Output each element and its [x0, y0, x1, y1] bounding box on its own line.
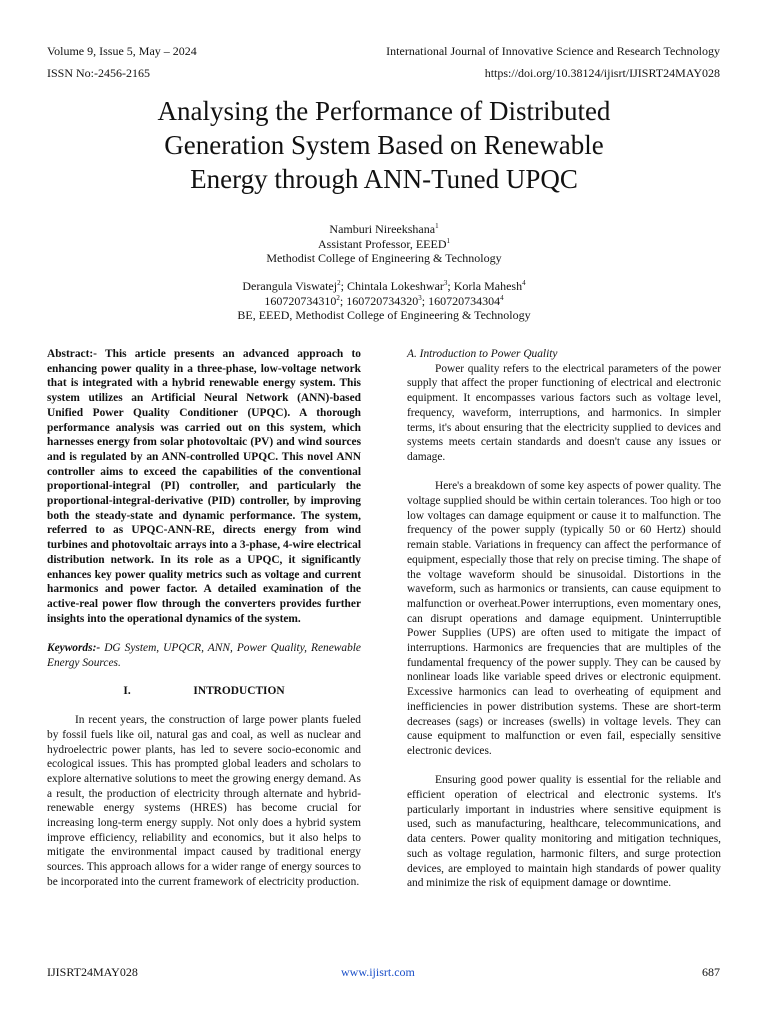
right-column — [407, 347, 721, 891]
title-line: Energy through ANN-Tuned UPQC — [190, 164, 578, 194]
title-line: Generation System Based on Renewable — [164, 130, 604, 160]
abstract-label: Abstract:- — [47, 348, 97, 360]
keywords-label: Keywords:- — [47, 642, 101, 655]
keywords — [47, 641, 361, 670]
section-number: I. — [123, 685, 131, 698]
header-volume: Volume 9, Issue 5, May – 2024 — [47, 44, 197, 58]
body-paragraph: Here's a breakdown of some key aspects of power quality. The voltage supplied should be within certain tolerances. Too high or too low voltages can damage equipment or cause it to malfunction. The frequency of the power supply (typically 50 or 60 Hertz) should remain stable. Variations in frequency can affect the performance of equipment, especially those that rely on precise timing. The shape of the voltage waveform should be sinusoidal. Distortions in the waveform, such as harmonics or transients, can cause equipment to malfunction or overheat.Power interruptions, even momentary ones, can disrupt operations and damage equipment. Uninterruptible Power Supplies (UPS) are often used to mitigate the impact of interruptions. Harmonics are frequencies that are multiples of the fundamental frequency of the power supply. They can be caused by nonlinear loads like variable speed drives or electronic equipment. Excessive harmonics can lead to overheating of equipment and inefficiencies in power distribution systems. These are short-term decreases (sags) or increases (swells) in voltage levels. They can cause equipment to malfunction or even fail, especially sensitive electronic devices. — [407, 480, 721, 757]
header-doi-link[interactable]: https://doi.org/10.38124/ijisrt/IJISRT24MAY028 — [484, 66, 720, 80]
section-title: INTRODUCTION — [193, 685, 285, 698]
co-author-affiliation: BE, EEED, Methodist College of Engineering & Technology — [237, 308, 531, 322]
header-journal-name: International Journal of Innovative Science and Research Technology — [386, 44, 720, 58]
header-issn: ISSN No:-2456-2165 — [47, 66, 151, 80]
primary-author-role: Assistant Professor, EEED$^1$ — [317, 237, 450, 251]
primary-author-name: Namburi Nireekshana$^1$ — [329, 222, 439, 236]
footer-paper-id: IJISRT24MAY028 — [47, 965, 138, 979]
co-author-names: Derangula Viswatej$^2$; Chintala Lokeshwar$^3$; Korla Mahesh$^4$ — [242, 279, 526, 293]
title-line: Analysing the Performance of Distributed — [157, 96, 611, 126]
abstract — [47, 347, 361, 626]
introduction-paragraph: In recent years, the construction of large power plants fueled by fossil fuels like oil, natural gas and coal, as well as nuclear and hydroelectric power plants, has led to severe socio-economic and ecological issues. This has prompted global leaders and scholars to explore alternative solutions to meet the growing energy demand. As a result, the production of electricity through alternate and hybrid-renewable energy systems (HRES) has become crucial for increasing long-term energy supply. Not only does a hybrid system improve efficiency, reliability and economics, but it also helps to mitigate the environmental impact caused by traditional energy sources. This approach allows for a wider range of energy sources to be incorporated into the current framework of electricity production. — [47, 714, 361, 888]
body-paragraph: Power quality refers to the electrical parameters of the power supply that affect the proper functioning of electrical and electronic equipment. It encompasses various factors such as voltage level, frequency, waveform, interruptions, and harmonics. In simpler terms, it's about ensuring that the electricity supplied to devices and systems meets certain standards and doesn't cause any issues or damage. — [407, 362, 721, 463]
section-heading-introduction — [47, 684, 361, 699]
footer-page-number: 687 — [702, 965, 720, 979]
abstract-text: This article presents an advanced approach to enhancing power quality in a three-phase, low-voltage network that is integrated with a hybrid renewable energy system. This system utilizes an Artificial Neural Network (ANN)-based Unified Power Quality Conditioner (UPQC). A thorough performance analysis was carried out on this system, which harnesses energy from solar photovoltaic (PV) and wind sources and is regulated by an ANN-controlled UPQC. This novel ANN controller aims to exceed the capabilities of the conventional proportional-integral (PI) controller, and particularly the proportional-integral-derivative (PID) controller, by improving both the steady-state and dynamic performance. The system, referred to as UPQC-ANN-RE, directs energy from wind turbines and photovoltaic arrays into a 3-phase, 4-wire electrical distribution network. In its role as a UPQC, it significantly enhances key power quality metrics such as voltage and current harmonics and power factor. A detailed examination of the active-real power flow through the converters provides further insights into the operational dynamics of the system. — [47, 348, 361, 625]
body-paragraph: Ensuring good power quality is essential for the reliable and efficient operation of electrical and electronic systems. It's particularly important in industries where sensitive equipment is used, such as manufacturing, healthcare, telecommunications, and data centers. Power quality monitoring and mitigation techniques, such as voltage regulation, harmonic filters, and surge protection devices, are employed to maintain high standards of power quality and minimize the risk of equipment damage or downtime. — [407, 774, 721, 890]
footer-website-link[interactable]: www.ijisrt.com — [341, 965, 415, 979]
left-column — [47, 347, 361, 890]
primary-author-affiliation: Methodist College of Engineering & Technology — [266, 251, 502, 265]
keywords-text: DG System, UPQCR, ANN, Power Quality, Renewable Energy Sources. — [47, 642, 361, 669]
co-author-ids: 160720734310$^2$; 160720734320$^3$; 160720734304$^4$ — [264, 294, 504, 308]
paper-title — [60, 94, 708, 196]
subsection-heading: A. Introduction to Power Quality — [407, 348, 558, 360]
